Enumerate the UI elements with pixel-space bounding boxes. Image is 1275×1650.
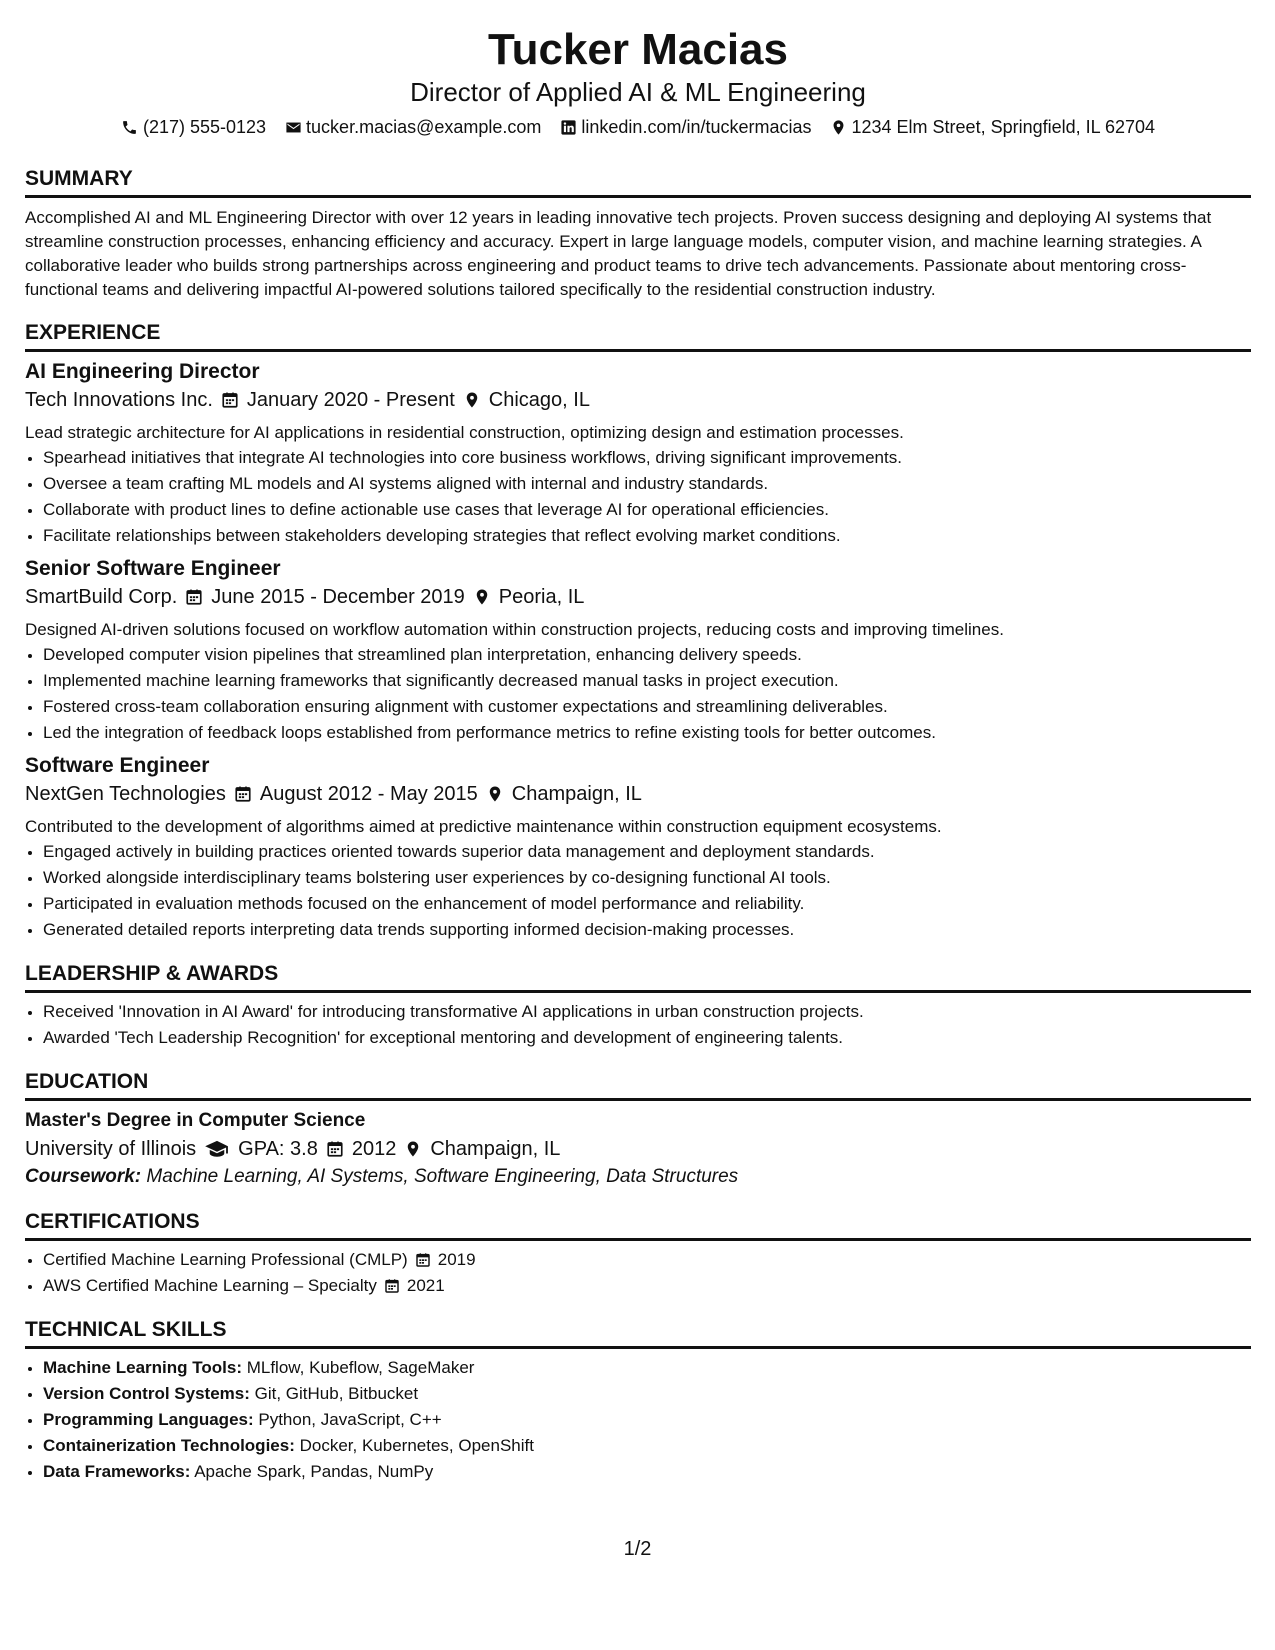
job-dates: June 2015 - December 2019 — [211, 586, 465, 608]
job-dates: August 2012 - May 2015 — [259, 783, 478, 805]
experience-section — [25, 320, 1251, 943]
job-meta — [25, 386, 1251, 414]
job-title: Software Engineer — [25, 754, 210, 777]
list-item: • Generated detailed reports interpreting data trends supporting informed decision-making processes. — [43, 917, 1251, 943]
contact-address — [830, 114, 1156, 140]
skill-value: Docker, Kubernetes, OpenShift — [299, 1436, 534, 1455]
skill-label: Containerization Technologies: — [43, 1436, 295, 1455]
location-icon — [486, 785, 504, 803]
job-dates: January 2020 - Present — [246, 389, 455, 411]
company-name: SmartBuild Corp. — [25, 586, 178, 608]
job-location: Chicago, IL — [488, 389, 590, 411]
list-item — [43, 1247, 1251, 1273]
skills-list — [25, 1355, 1251, 1485]
gpa: GPA: 3.8 — [238, 1138, 318, 1160]
cert-year: 2021 — [406, 1276, 445, 1295]
list-item — [43, 1459, 1251, 1485]
company-name: NextGen Technologies — [25, 783, 226, 805]
list-item: • Developed computer vision pipelines that streamlined plan interpretation, enhancing delivery speeds. — [43, 642, 1251, 668]
calendar-icon — [414, 1251, 432, 1269]
certifications-section — [25, 1209, 1251, 1299]
job-bullets — [25, 642, 1251, 746]
graduation-year: 2012 — [351, 1138, 397, 1160]
contact-email[interactable] — [284, 114, 541, 140]
job-title: AI Engineering Director — [25, 360, 260, 383]
section-heading: EDUCATION — [25, 1069, 1251, 1101]
cert-name: • AWS Certified Machine Learning – Specialty — [43, 1276, 377, 1295]
contact-email-text: tucker.macias@example.com — [306, 117, 542, 137]
job-description: Lead strategic architecture for AI applications in residential construction, optimizing design and estimation processes. — [25, 423, 904, 442]
list-item — [43, 1433, 1251, 1459]
phone-icon — [121, 118, 139, 136]
list-item: • Collaborate with product lines to define actionable use cases that leverage AI for operational efficiencies. — [43, 497, 1251, 523]
contact-address-text: 1234 Elm Street, Springfield, IL 62704 — [851, 117, 1156, 137]
skill-value: Apache Spark, Pandas, NumPy — [194, 1462, 434, 1481]
job-entry — [25, 358, 1251, 549]
section-heading: EXPERIENCE — [25, 320, 1251, 352]
contact-linkedin-text: linkedin.com/in/tuckermacias — [581, 117, 812, 137]
list-item: • Implemented machine learning frameworks that significantly decreased manual tasks in project execution. — [43, 668, 1251, 694]
skill-label: Data Frameworks: — [43, 1462, 191, 1481]
section-heading: LEADERSHIP & AWARDS — [25, 961, 1251, 993]
school-location: Champaign, IL — [430, 1138, 561, 1160]
job-entry — [25, 555, 1251, 746]
coursework-list: Machine Learning, AI Systems, Software Engineering, Data Structures — [146, 1166, 739, 1187]
location-icon — [404, 1140, 422, 1158]
summary-text: Accomplished AI and ML Engineering Director with over 12 years in leading innovative tech projects. Proven success designing and deploying AI systems that streamline construction processes, enhancing efficiency and accuracy. Expert in large language models, computer vision, and machine learning strategies. A collaborative leader who builds strong partnerships across engineering and product teams to drive tech advancements. Passionate about mentoring cross-functional teams and delivering impactful AI-powered solutions tailored specifically to the residential construction industry. — [25, 208, 1212, 299]
candidate-name: Tucker Macias — [487, 25, 788, 74]
list-item: • Facilitate relationships between stakeholders developing strategies that reflect evolving market conditions. — [43, 523, 1251, 549]
job-meta — [25, 780, 1251, 808]
skill-label: Programming Languages: — [43, 1410, 254, 1429]
skills-section — [25, 1317, 1251, 1485]
contact-phone[interactable] — [121, 114, 266, 140]
section-heading: SUMMARY — [25, 166, 1251, 198]
list-item: • Worked alongside interdisciplinary teams bolstering user experiences by co-designing functional AI tools. — [43, 865, 1251, 891]
job-description: Designed AI-driven solutions focused on workflow automation within construction projects, reducing costs and improving timelines. — [25, 620, 1004, 639]
coursework — [25, 1163, 1251, 1191]
section-heading: CERTIFICATIONS — [25, 1209, 1251, 1241]
location-icon — [473, 588, 491, 606]
skill-value: Python, JavaScript, C++ — [258, 1410, 442, 1429]
degree-title: Master's Degree in Computer Science — [25, 1110, 366, 1131]
school-name: University of Illinois — [25, 1138, 197, 1160]
skill-value: MLflow, Kubeflow, SageMaker — [246, 1358, 475, 1377]
linkedin-icon — [559, 118, 577, 136]
section-heading: TECHNICAL SKILLS — [25, 1317, 1251, 1349]
calendar-icon — [326, 1140, 344, 1158]
page-number: 1/2 — [623, 1538, 652, 1560]
location-icon — [463, 391, 481, 409]
list-item: • Oversee a team crafting ML models and AI systems aligned with internal and industry standards. — [43, 471, 1251, 497]
cert-name: • Certified Machine Learning Professional (CMLP) — [43, 1250, 408, 1269]
cert-year: 2019 — [437, 1250, 476, 1269]
calendar-icon — [234, 785, 252, 803]
contact-linkedin[interactable] — [559, 114, 811, 140]
list-item — [43, 1355, 1251, 1381]
skill-label: Machine Learning Tools: — [43, 1358, 242, 1377]
list-item: • Fostered cross-team collaboration ensuring alignment with customer expectations and streamlining deliverables. — [43, 694, 1251, 720]
location-icon — [830, 118, 848, 136]
list-item: • Spearhead initiatives that integrate AI technologies into core business workflows, driving significant improvements. — [43, 445, 1251, 471]
summary-section — [25, 166, 1251, 302]
contact-phone-text: (217) 555-0123 — [142, 117, 267, 137]
company-name: Tech Innovations Inc. — [25, 389, 213, 411]
list-item: • Awarded 'Tech Leadership Recognition' for exceptional mentoring and development of engineering talents. — [43, 1025, 1251, 1051]
job-description: Contributed to the development of algorithms aimed at predictive maintenance within construction equipment ecosystems. — [25, 817, 942, 836]
job-title: Senior Software Engineer — [25, 557, 281, 580]
contact-bar — [25, 114, 1251, 140]
list-item: • Led the integration of feedback loops established from performance metrics to refine existing tools for better outcomes. — [43, 720, 1251, 746]
list-item: • Received 'Innovation in AI Award' for introducing transformative AI applications in urban construction projects. — [43, 999, 1251, 1025]
calendar-icon — [185, 588, 203, 606]
skill-label: Version Control Systems: — [43, 1384, 250, 1403]
skill-value: Git, GitHub, Bitbucket — [254, 1384, 419, 1403]
resume-page — [25, 0, 1251, 1485]
coursework-label: Coursework: — [25, 1166, 142, 1187]
list-item — [43, 1273, 1251, 1299]
leadership-section — [25, 961, 1251, 1051]
education-section — [25, 1069, 1251, 1191]
list-item — [43, 1381, 1251, 1407]
education-meta — [25, 1135, 1251, 1163]
job-bullets — [25, 839, 1251, 943]
job-location: Peoria, IL — [498, 586, 585, 608]
calendar-icon — [383, 1277, 401, 1295]
awards-list — [25, 999, 1251, 1051]
list-item: • Participated in evaluation methods focused on the enhancement of model performance and reliability. — [43, 891, 1251, 917]
job-meta — [25, 583, 1251, 611]
job-location: Champaign, IL — [511, 783, 642, 805]
certifications-list — [25, 1247, 1251, 1299]
job-bullets — [25, 445, 1251, 549]
list-item: • Engaged actively in building practices oriented towards superior data management and deployment standards. — [43, 839, 1251, 865]
list-item — [43, 1407, 1251, 1433]
calendar-icon — [221, 391, 239, 409]
candidate-title: Director of Applied AI & ML Engineering — [410, 77, 866, 107]
graduation-cap-icon — [204, 1140, 230, 1158]
email-icon — [284, 118, 302, 136]
job-entry — [25, 752, 1251, 943]
